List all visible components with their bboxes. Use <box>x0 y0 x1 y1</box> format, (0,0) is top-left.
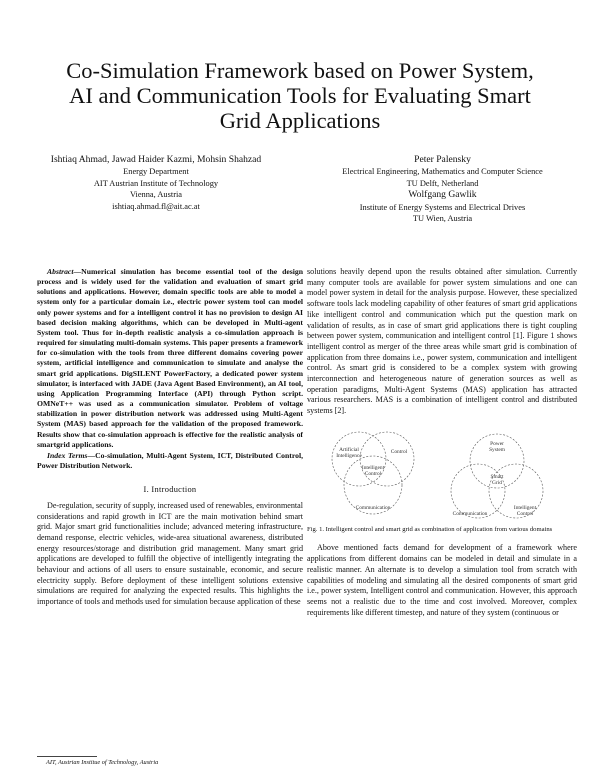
intro-paragraph: De-regulation, security of supply, increased used of renewables, environmental considerations and rapid growth in ICT are the main motivation behind smart grid. Major smart grid functionalities include; advanced metering infrastructure, demand response, electric vehicles, wide-area situational awareness, distributed energy resources/storage and distribution grid management. Many smart grid applications are developed to fulfill the objective of intelligently integrating the behaviour and actions of all users to ensure sustainable, economic, and secure electricity supply. Before deployment of these intelligent solutions extensive simulations are required for analyzing the expected results. This highlights the importance of tools and methods used for simulation because application of these <box>37 500 303 607</box>
fig-label: Power <box>490 440 504 447</box>
index-terms-lead: Index Terms <box>47 450 88 460</box>
fig-label: Communication <box>355 504 391 511</box>
title-line-3: Grid Applications <box>219 108 381 133</box>
figure-venn-diagrams <box>307 429 577 522</box>
paper-title <box>40 58 560 133</box>
body-paragraph: Above mentioned facts demand for development of a framework where applications from different domains can be modeled in detail and simulate in a realistic manner. An alternate is to develop a simulation tool from scratch with capabilities of modeling and simulating all the desired components of smart grid i.e., power system, Intelligent control and communication. However, this approach seems not a realistic due to the time and cost involved. Moreover, complex requirements like different timestep, and nature of they system (continuous or <box>307 543 577 617</box>
fig-label: Grid <box>492 479 502 486</box>
fig-label: Intelligent <box>361 464 385 471</box>
title-line-1: Co-Simulation Framework based on Power System, <box>66 58 534 83</box>
fig-label: Control <box>364 470 382 477</box>
author-email: ishtiaq.ahmad.fl@ait.ac.at <box>112 201 200 211</box>
fig-label: System <box>489 446 505 453</box>
author-block-right <box>300 154 585 224</box>
title-line-2: AI and Communication Tools for Evaluating Smart <box>69 83 531 108</box>
abstract-lead: Abstract <box>47 267 74 276</box>
fig-label: Communication <box>452 510 488 517</box>
author-name: Peter Palensky <box>414 154 471 165</box>
fig-label: Control <box>516 510 534 517</box>
footnote: AIT, Austrian Institue of Technology, Austria <box>46 759 159 766</box>
fig-label: Artificial <box>339 446 359 453</box>
fig-label: Intelligence <box>336 452 362 459</box>
section-heading-introduction: I. Introduction <box>143 485 197 495</box>
author-affil-line: Energy Department <box>123 167 189 177</box>
figure-caption: Fig. 1. Intelligent control and smart grid as combination of application from various domains <box>307 525 553 533</box>
venn-circle-ai <box>332 432 386 486</box>
fig-label: Smart <box>490 473 504 480</box>
venn-circle-control <box>360 432 414 486</box>
author-block-left <box>22 154 290 212</box>
body-paragraph: solutions heavily depend upon the results obtained after simulation. Currently many computer tools are available for power system simulations and one can model power system in detail for the analysis purpose. However, these specialized software tools lack modeling capability of other features of smart grid applications like intelligent control and communication which put the question mark on validation of results, as in case of smart grid applications there is tight coupling between power system, communication and intelligent control [1]. Figure 1 shows intelligent control as merger of the three areas while smart grid is combination of application from three domains i.e., power system, communication and intelligent control. As smart grid is considered to be a complex system with growing interconnection and heterogeneous nature of generation sources as well as operation paradigms, Multi-Agent Systems (MAS) application has attracted various researchers. MAS is a combination of intelligent control and distributed systems [2]. <box>307 267 577 416</box>
author-affil-line: Vienna, Austria <box>129 190 183 200</box>
abstract <box>37 267 303 450</box>
fig-label: Control <box>390 448 408 455</box>
author-affil-line: Electrical Engineering, Mathematics and Computer Science <box>342 167 543 177</box>
author-name: Wolfgang Gawlik <box>408 189 477 201</box>
abstract-text: —Numerical simulation has become essential tool of the design process and is widely used for the validation and evaluation of smart grid solutions and applications. However, domain specific tools are able to model a system only for a particular domain i.e., electric power system tool can model only power systems and for a intelligent control it has no provision to design AI based decision making algorithms, which can be developed in Multi-agent System tool. Thus for in-depth realistic analysis a co-simulation approach is required for simulating multi-domain systems. This paper presents a framework for co-simulation with the tools from three different domains covering power system, artificial intelligence and communication to simulate and analyse the smart grid applications. DigSILENT PowerFactory, a dedicated power system simulator, is interfaced with JADE (Java Agent Based Environment), an AI tool, using Application Programming Interface (API) through Python script. OMNeT++ was used as a communication simulator. Problem of voltage stabilization in power distribution network was addressed using Multi-Agent System (MAS) based approach for the validation of the proposed framework. Results show that co-simulation approach is effective for the realistic analysis of smartgrid applications. <box>37 267 303 449</box>
index-terms <box>37 451 303 471</box>
footnote-divider <box>37 756 97 757</box>
author-affil-line: Institute of Energy Systems and Electrical Drives <box>359 202 526 212</box>
fig-label: Intelligent <box>513 504 537 511</box>
right-column <box>307 267 577 618</box>
author-names: Ishtiaq Ahmad, Jawad Haider Kazmi, Mohsin Shahzad <box>50 154 262 165</box>
left-column <box>37 267 303 608</box>
author-affil-line: AIT Austrian Institute of Technology <box>93 178 219 188</box>
index-terms-text: —Co-simulation, Multi-Agent System, ICT, Distributed Control, Power Distribution Network. <box>37 450 303 470</box>
author-affil-line: TU Wien, Austria <box>412 214 473 224</box>
venn-diagram-svg <box>307 429 577 522</box>
author-affil-line: TU Delft, Netherland <box>406 178 479 188</box>
